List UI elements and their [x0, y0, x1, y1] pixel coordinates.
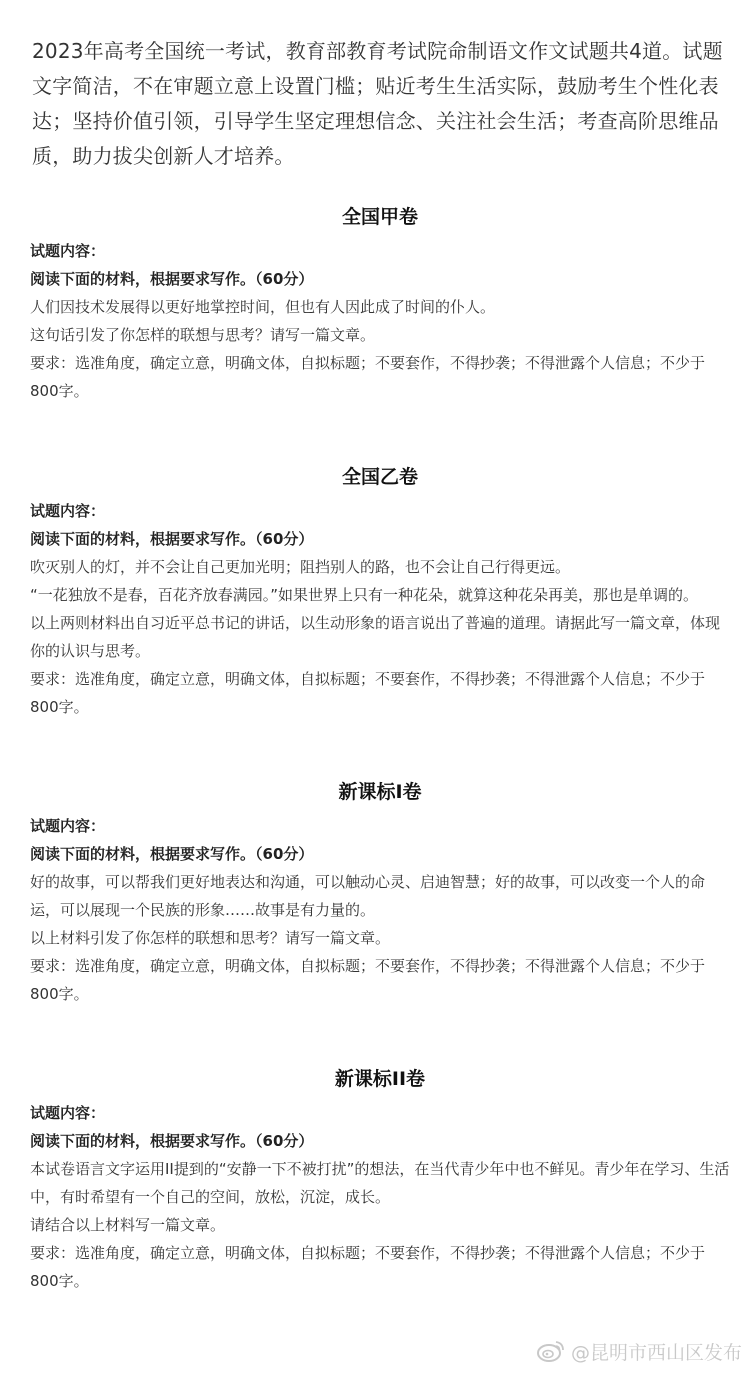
content-label: 试题内容： — [30, 502, 106, 520]
section-title: 全国甲卷 — [341, 206, 418, 228]
question-paragraph: 以上两则材料出自习近平总书记的讲话，以生动形象的语言说出了普遍的道理。请据此写一篇文章，体现你的认识与思考。 — [30, 614, 721, 660]
content-label: 试题内容： — [30, 817, 106, 835]
instruction-text: 阅读下面的材料，根据要求写作。（60分） — [30, 270, 314, 288]
intro-paragraph: 2023年高考全国统一考试，教育部教育考试院命制语文作文试题共4道。试题文字简洁，不在审题立意上设置门槛；贴近考生生活实际，鼓励考生个性化表达；坚持价值引领，引导学生坚定理想信念、关注社会生活；考查高阶思维品质，助力拔尖创新人才培养。 — [32, 39, 723, 168]
section-title: 新课标II卷 — [334, 1068, 426, 1090]
section-national-a — [30, 205, 730, 405]
section-title: 全国乙卷 — [341, 466, 418, 488]
material-paragraph: 好的故事，可以帮我们更好地表达和沟通，可以触动心灵、启迪智慧；好的故事，可以改变一个人的命运，可以展现一个民族的形象……故事是有力量的。 — [30, 873, 706, 919]
material-paragraph: 本试卷语言文字运用II提到的“安静一下不被打扰”的想法，在当代青少年中也不鲜见。青少年在学习、生活中，有时希望有一个自己的空间，放松，沉淀，成长。 — [30, 1160, 730, 1206]
content-label: 试题内容： — [30, 242, 106, 260]
requirements-paragraph: 要求：选准角度，确定立意，明确文体，自拟标题；不要套作，不得抄袭；不得泄露个人信息；不少于800字。 — [30, 670, 706, 716]
instruction-text: 阅读下面的材料，根据要求写作。（60分） — [30, 530, 314, 548]
material-paragraph: 人们因技术发展得以更好地掌控时间，但也有人因此成了时间的仆人。 — [30, 298, 496, 316]
instruction-text: 阅读下面的材料，根据要求写作。（60分） — [30, 845, 314, 863]
question-paragraph: 这句话引发了你怎样的联想与思考？请写一篇文章。 — [30, 326, 376, 344]
section-national-b — [30, 465, 730, 721]
content-label: 试题内容： — [30, 1104, 106, 1122]
material-paragraph: “一花独放不是春，百花齐放春满园。”如果世界上只有一种花朵，就算这种花朵再美，那也是单调的。 — [30, 586, 699, 604]
question-paragraph: 以上材料引发了你怎样的联想和思考？请写一篇文章。 — [30, 929, 391, 947]
requirements-paragraph: 要求：选准角度，确定立意，明确文体，自拟标题；不要套作，不得抄袭；不得泄露个人信息；不少于800字。 — [30, 957, 706, 1003]
weibo-icon — [537, 1339, 565, 1363]
section-title: 新课标I卷 — [338, 781, 422, 803]
material-paragraph: 吹灭别人的灯，并不会让自己更加光明；阻挡别人的路，也不会让自己行得更远。 — [30, 558, 571, 576]
watermark-text: @昆明市西山区发布 — [570, 1341, 742, 1364]
question-paragraph: 请结合以上材料写一篇文章。 — [30, 1216, 226, 1234]
watermark — [537, 1336, 742, 1366]
requirements-paragraph: 要求：选准角度，确定立意，明确文体，自拟标题；不要套作，不得抄袭；不得泄露个人信息；不少于800字。 — [30, 1244, 706, 1290]
section-new-curriculum-2 — [30, 1067, 730, 1295]
requirements-paragraph: 要求：选准角度，确定立意，明确文体，自拟标题；不要套作，不得抄袭；不得泄露个人信息；不少于800字。 — [30, 354, 706, 400]
instruction-text: 阅读下面的材料，根据要求写作。（60分） — [30, 1132, 314, 1150]
section-new-curriculum-1 — [30, 780, 730, 1008]
